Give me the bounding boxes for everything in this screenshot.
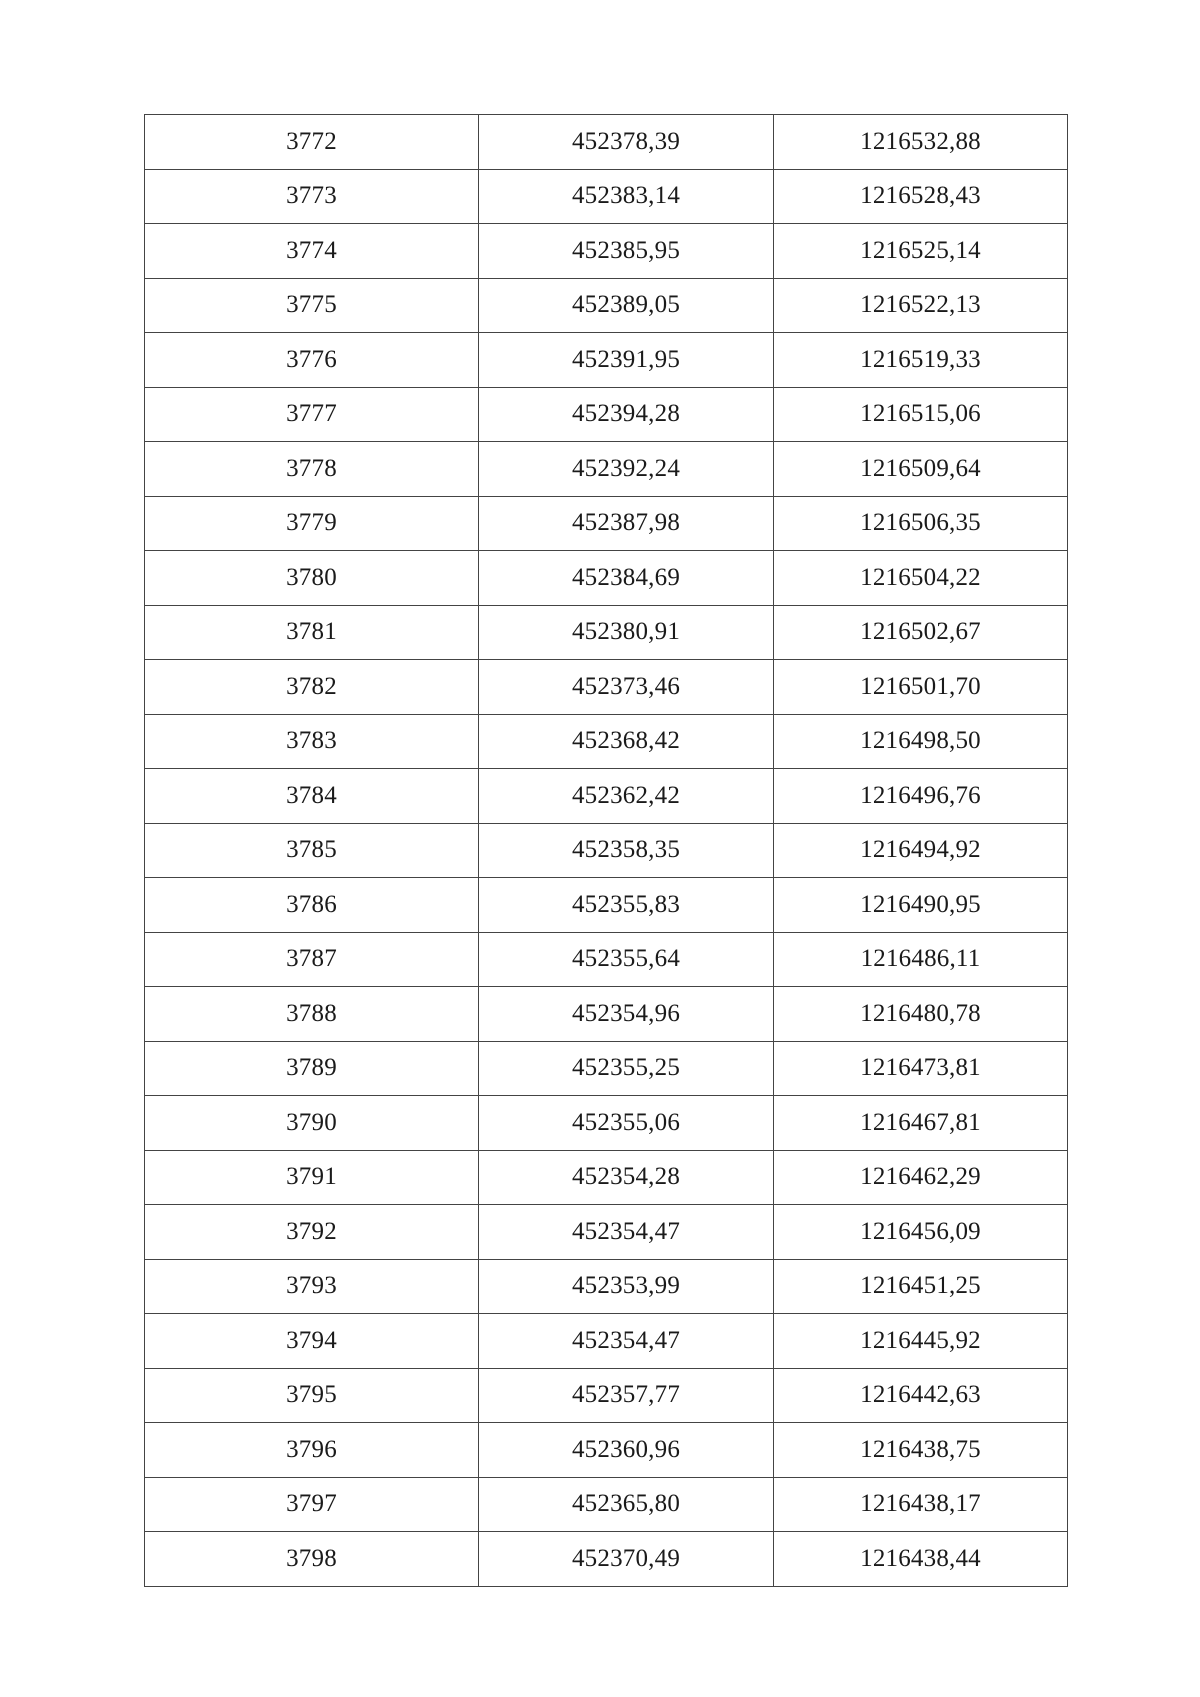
x-coordinate-cell: 452360,96: [479, 1423, 774, 1478]
point-number-cell: 3772: [145, 115, 479, 170]
point-number-cell: 3776: [145, 333, 479, 388]
y-coordinate-cell: 1216467,81: [774, 1096, 1068, 1151]
coordinates-table: [144, 114, 1068, 1587]
x-coordinate-cell: 452358,35: [479, 823, 774, 878]
table-row: [145, 442, 1068, 497]
x-coordinate-cell: 452355,83: [479, 878, 774, 933]
y-coordinate-cell: 1216438,75: [774, 1423, 1068, 1478]
x-coordinate-cell: 452354,96: [479, 987, 774, 1042]
x-coordinate-cell: 452368,42: [479, 714, 774, 769]
table-row: [145, 1314, 1068, 1369]
x-coordinate-cell: 452353,99: [479, 1259, 774, 1314]
point-number-cell: 3784: [145, 769, 479, 824]
y-coordinate-cell: 1216451,25: [774, 1259, 1068, 1314]
point-number-cell: 3778: [145, 442, 479, 497]
table-row: [145, 878, 1068, 933]
table-row: [145, 1041, 1068, 1096]
x-coordinate-cell: 452355,25: [479, 1041, 774, 1096]
point-number-cell: 3797: [145, 1477, 479, 1532]
x-coordinate-cell: 452394,28: [479, 387, 774, 442]
x-coordinate-cell: 452354,47: [479, 1314, 774, 1369]
point-number-cell: 3783: [145, 714, 479, 769]
table-row: [145, 1477, 1068, 1532]
point-number-cell: 3796: [145, 1423, 479, 1478]
x-coordinate-cell: 452362,42: [479, 769, 774, 824]
x-coordinate-cell: 452392,24: [479, 442, 774, 497]
y-coordinate-cell: 1216473,81: [774, 1041, 1068, 1096]
point-number-cell: 3785: [145, 823, 479, 878]
y-coordinate-cell: 1216519,33: [774, 333, 1068, 388]
x-coordinate-cell: 452355,64: [479, 932, 774, 987]
x-coordinate-cell: 452387,98: [479, 496, 774, 551]
point-number-cell: 3779: [145, 496, 479, 551]
point-number-cell: 3795: [145, 1368, 479, 1423]
x-coordinate-cell: 452365,80: [479, 1477, 774, 1532]
table-row: [145, 932, 1068, 987]
table-row: [145, 1096, 1068, 1151]
table-row: [145, 224, 1068, 279]
point-number-cell: 3782: [145, 660, 479, 715]
y-coordinate-cell: 1216532,88: [774, 115, 1068, 170]
point-number-cell: 3787: [145, 932, 479, 987]
point-number-cell: 3792: [145, 1205, 479, 1260]
table-row: [145, 278, 1068, 333]
x-coordinate-cell: 452373,46: [479, 660, 774, 715]
x-coordinate-cell: 452355,06: [479, 1096, 774, 1151]
table-row: [145, 823, 1068, 878]
coordinates-table-body: [145, 115, 1068, 1587]
table-row: [145, 1423, 1068, 1478]
y-coordinate-cell: 1216462,29: [774, 1150, 1068, 1205]
table-row: [145, 551, 1068, 606]
point-number-cell: 3777: [145, 387, 479, 442]
x-coordinate-cell: 452383,14: [479, 169, 774, 224]
table-row: [145, 660, 1068, 715]
point-number-cell: 3793: [145, 1259, 479, 1314]
table-row: [145, 333, 1068, 388]
y-coordinate-cell: 1216525,14: [774, 224, 1068, 279]
point-number-cell: 3780: [145, 551, 479, 606]
point-number-cell: 3789: [145, 1041, 479, 1096]
y-coordinate-cell: 1216528,43: [774, 169, 1068, 224]
table-row: [145, 387, 1068, 442]
point-number-cell: 3788: [145, 987, 479, 1042]
y-coordinate-cell: 1216494,92: [774, 823, 1068, 878]
y-coordinate-cell: 1216504,22: [774, 551, 1068, 606]
table-row: [145, 496, 1068, 551]
point-number-cell: 3774: [145, 224, 479, 279]
point-number-cell: 3786: [145, 878, 479, 933]
y-coordinate-cell: 1216442,63: [774, 1368, 1068, 1423]
y-coordinate-cell: 1216438,44: [774, 1532, 1068, 1587]
y-coordinate-cell: 1216490,95: [774, 878, 1068, 933]
x-coordinate-cell: 452354,28: [479, 1150, 774, 1205]
y-coordinate-cell: 1216480,78: [774, 987, 1068, 1042]
x-coordinate-cell: 452385,95: [479, 224, 774, 279]
table-row: [145, 169, 1068, 224]
x-coordinate-cell: 452357,77: [479, 1368, 774, 1423]
y-coordinate-cell: 1216502,67: [774, 605, 1068, 660]
table-row: [145, 987, 1068, 1042]
y-coordinate-cell: 1216501,70: [774, 660, 1068, 715]
x-coordinate-cell: 452389,05: [479, 278, 774, 333]
table-row: [145, 769, 1068, 824]
table-row: [145, 1205, 1068, 1260]
table-row: [145, 605, 1068, 660]
table-row: [145, 1259, 1068, 1314]
point-number-cell: 3794: [145, 1314, 479, 1369]
y-coordinate-cell: 1216522,13: [774, 278, 1068, 333]
y-coordinate-cell: 1216438,17: [774, 1477, 1068, 1532]
x-coordinate-cell: 452370,49: [479, 1532, 774, 1587]
point-number-cell: 3798: [145, 1532, 479, 1587]
table-row: [145, 1150, 1068, 1205]
x-coordinate-cell: 452380,91: [479, 605, 774, 660]
table-row: [145, 714, 1068, 769]
x-coordinate-cell: 452354,47: [479, 1205, 774, 1260]
x-coordinate-cell: 452378,39: [479, 115, 774, 170]
y-coordinate-cell: 1216515,06: [774, 387, 1068, 442]
x-coordinate-cell: 452384,69: [479, 551, 774, 606]
table-row: [145, 1532, 1068, 1587]
point-number-cell: 3791: [145, 1150, 479, 1205]
y-coordinate-cell: 1216496,76: [774, 769, 1068, 824]
table-row: [145, 115, 1068, 170]
y-coordinate-cell: 1216456,09: [774, 1205, 1068, 1260]
y-coordinate-cell: 1216509,64: [774, 442, 1068, 497]
y-coordinate-cell: 1216445,92: [774, 1314, 1068, 1369]
table-row: [145, 1368, 1068, 1423]
point-number-cell: 3775: [145, 278, 479, 333]
y-coordinate-cell: 1216486,11: [774, 932, 1068, 987]
point-number-cell: 3790: [145, 1096, 479, 1151]
y-coordinate-cell: 1216506,35: [774, 496, 1068, 551]
point-number-cell: 3781: [145, 605, 479, 660]
x-coordinate-cell: 452391,95: [479, 333, 774, 388]
point-number-cell: 3773: [145, 169, 479, 224]
y-coordinate-cell: 1216498,50: [774, 714, 1068, 769]
